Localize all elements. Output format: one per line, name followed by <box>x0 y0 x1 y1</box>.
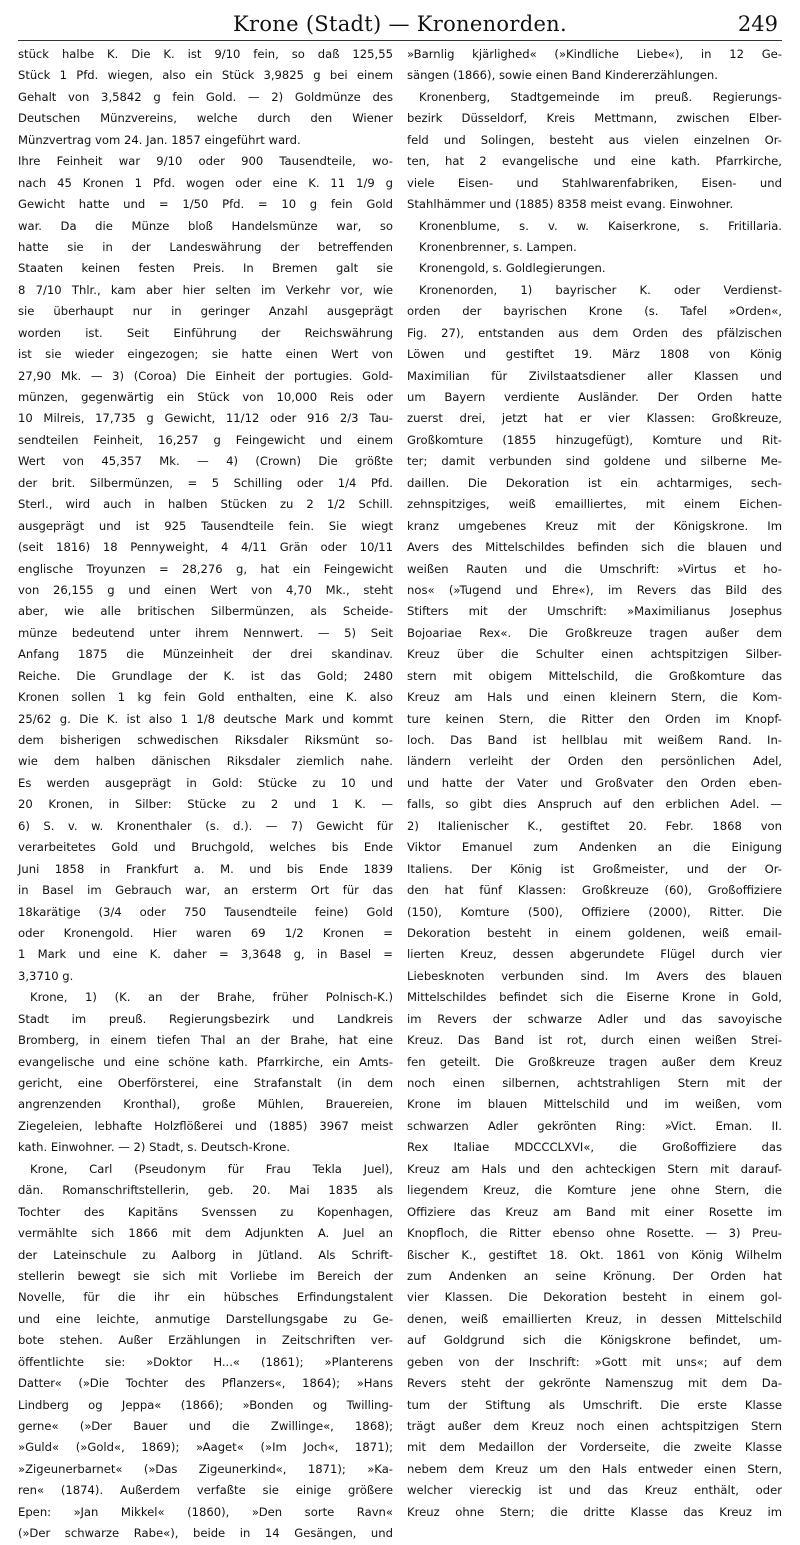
text-line: 27,90 Mk. — 3) (Coroa) Die Einheit der portugies. Gold- <box>18 368 393 383</box>
text-line: 2) Italienischer K., gestiftet 20. Febr. 1868 von <box>407 818 782 833</box>
text-line: Münzvertrag vom 24. Jan. 1857 eingeführt ward. <box>18 132 301 147</box>
text-line: lierten Kreuz, dessen abgerundete Flügel durch vier <box>407 947 782 962</box>
text-line: münze bedeutend unter ihrem Nennwert. — 5) Seit <box>18 625 393 640</box>
text-line: »Guld« (»Gold«, 1869); »Aaget« (»Im Joch«, 1871); <box>18 1440 393 1455</box>
text-line: kranz umgebenes Kreuz mit der Königskrone. Im <box>407 518 782 533</box>
text-line: und hatte der Vater und Großvater den Orden eben- <box>407 775 782 790</box>
text-line: zuerst drei, jetzt hat er vier Klassen: Großkreuze, <box>407 411 782 426</box>
text-line: »Zigeunerbarnet« (»Das Zigeunerkind«, 1871); »Ka- <box>18 1461 393 1476</box>
text-line: ausgeprägt und ist 925 Tausendteile fein. Sie wiegt <box>18 518 393 533</box>
text-line: 10 Milreis, 17,735 g Gewicht, 11/12 oder 916 2/3 Tau- <box>18 411 393 426</box>
text-line: ter; damit verbunden sind goldene und silberne Me- <box>407 454 782 469</box>
text-line: sie überhaupt nur in geringer Anzahl ausgeprägt <box>18 304 393 319</box>
text-line: (»Der schwarze Rabe«), beide in 14 Gesängen, und <box>18 1526 393 1541</box>
text-line: loch. Das Band ist hellblau mit weißem Rand. In- <box>407 733 782 747</box>
text-line: Deutschen Münzvereins, welche durch den Wiener <box>18 111 393 126</box>
text-line: dän. Romanschriftstellerin, geb. 20. Mai 1835 als <box>18 1183 393 1198</box>
text-line: stellerin bewegt sie sich mit Vorliebe im Bereich der <box>18 1268 393 1283</box>
page-header <box>18 6 782 44</box>
text-line: nos« (»Tugend und Ehre«), im Revers das Bild des <box>407 582 782 597</box>
text-line: Wert von 45,357 Mk. — 4) (Crown) Die größte <box>18 454 393 469</box>
text-line: Liebesknoten verbunden sind. Im Avers des blauen <box>407 968 782 983</box>
text-line: Sterl., wird auch in halben Stücken zu 2 1/2 Schill. <box>18 497 393 512</box>
text-line: Mittelschildes befindet sich die Eiserne Krone in Gold, <box>407 990 782 1005</box>
text-line: noch einen silbernen, achtstrahligen Stern mit der <box>407 1076 782 1090</box>
text-line: Juni 1858 in Frankfurt a. M. und bis Ende 1839 <box>18 861 393 876</box>
text-line: Kreuz ohne Stern; die dritte Klasse das Kreuz im <box>407 1504 782 1519</box>
text-line: Bromberg, in einem tiefen Thal an der Brahe, hat eine <box>18 1033 393 1048</box>
text-line: orden der bayrischen Krone (s. Tafel »Orden«, <box>407 304 782 319</box>
text-line: hatte sie in der Landeswährung der betreffenden <box>18 239 393 254</box>
text-columns <box>18 44 782 1541</box>
text-line: 1 Mark und eine K. daher = 3,3648 g, in Basel = <box>18 947 393 962</box>
text-line: ländern verleiht der Orden den persönlichen Adel, <box>407 754 782 769</box>
text-line: ten, hat 2 evangelische und eine kath. Pfarrkirche, <box>407 154 782 169</box>
text-line: Kreuz am Hals und einen kleinern Stern, die Kom- <box>407 690 782 705</box>
text-line: Krone im blauen Mittelschild und im weißen, vom <box>407 1097 782 1112</box>
text-line: Ihre Feinheit war 9/10 oder 900 Tausendteile, wo- <box>18 154 393 169</box>
text-line: im Revers der schwarze Adler und das savoyische <box>407 1011 782 1026</box>
page-number: 249 <box>737 12 778 36</box>
text-line: Avers des Mittelschildes befinden sich die blauen und <box>407 540 782 555</box>
text-line: denen, weiß emaillierten Kreuz, in dessen Mittelschild <box>407 1311 782 1326</box>
text-line: Krone, 1) (K. an der Brahe, früher Polnisch-K.) <box>30 990 393 1005</box>
left-column <box>18 44 393 1541</box>
text-line: Reiche. Die Grundlage der K. ist das Gold; 2480 <box>18 668 393 683</box>
text-line: 25/62 g. Die K. ist also 1 1/8 deutsche Mark und kommt <box>18 711 393 726</box>
text-line: vier Klassen. Die Dekoration besteht in einem gol- <box>407 1290 782 1305</box>
text-line: Gewicht hatte und = 1/50 Pfd. = 10 g fein Gold <box>18 197 393 212</box>
text-line: den hat fünf Klassen: Großkreuze (60), Großoffiziere <box>407 883 782 898</box>
text-line: ren« (1874). Außerdem verfaßte sie einige größere <box>18 1483 393 1498</box>
text-line: Gehalt von 3,5842 g fein Gold. — 2) Goldmünze des <box>18 89 393 104</box>
text-line: bote stehen. Außer Erzählungen in Zeitschriften ver- <box>18 1333 393 1348</box>
text-line: feld und Solingen, besteht aus vielen einzelnen Or- <box>407 132 782 147</box>
text-line: von 26,155 g und einen Wert von 4,70 Mk., steht <box>18 582 393 597</box>
text-line: Staaten keinen festen Preis. In Bremen galt sie <box>18 261 393 276</box>
text-line: verarbeitetes Gold und Bruchgold, welches bis Ende <box>18 840 393 855</box>
text-line: Kreuz am Hals und den achteckigen Stern mit darauf- <box>407 1161 782 1176</box>
text-line: öffentlichte sie: »Doktor H...« (1861); »Planterens <box>18 1354 393 1369</box>
text-line: gerne« (»Der Bauer und die Zwillinge«, 1868); <box>18 1419 393 1433</box>
text-line: Es werden ausgeprägt in Gold: Stücke zu 10 und <box>18 775 393 790</box>
text-line: zum Andenken an seine Krönung. Der Orden hat <box>407 1268 782 1283</box>
text-line: Tochter des Kapitäns Svenssen zu Kopenhagen, <box>18 1204 393 1219</box>
text-line: nebem dem Kreuz um den Hals entweder einen Stern, <box>407 1461 782 1476</box>
text-line: mit dem Medaillon der Vorderseite, die zweite Klasse <box>407 1440 782 1455</box>
text-line: 8 7/10 Thlr., kam aber hier selten im Verkehr vor, wie <box>18 282 393 297</box>
text-line: Italiens. Der König ist Großmeister, und der Or- <box>407 861 782 876</box>
text-line: auf Goldgrund sich die Königskrone befindet, um- <box>407 1333 782 1348</box>
text-line: weißen Rauten und die Umschrift: »Virtus et ho- <box>407 561 782 576</box>
text-line: Kronengold, s. Goldlegierungen. <box>419 261 606 276</box>
text-line: 20 Kronen, in Silber: Stücke zu 2 und 1 K. — <box>18 797 393 812</box>
text-line: Offiziere das Kreuz am Band mit einer Rosette im <box>407 1204 782 1219</box>
text-line: sängen (1866), sowie einen Band Kindererzählungen. <box>407 68 718 83</box>
text-line: stück halbe K. Die K. ist 9/10 fein, so daß 125,55 <box>18 47 393 61</box>
text-line: Stadt im preuß. Regierungsbezirk und Landkreis <box>18 1011 393 1026</box>
text-line: Stifters mit der Umschrift: »Maximilianus Josephus <box>407 604 782 619</box>
text-line: Fig. 27), entstanden aus dem Orden des pfälzischen <box>407 325 782 340</box>
text-line: sendteilen Feinheit, 16,257 g Feingewicht und einem <box>18 432 393 447</box>
text-line: 3,3710 g. <box>18 968 74 983</box>
text-line: Novelle, für die ihr ein hübsches Erfindungstalent <box>18 1290 393 1305</box>
text-line: Stahlhämmer und (1885) 8358 meist evang. Einwohner. <box>407 197 734 212</box>
text-line: Kronenorden, 1) bayrischer K. oder Verdienst- <box>419 282 782 297</box>
text-line: angrenzenden Kronthal), große Mühlen, Brauereien, <box>18 1097 393 1112</box>
text-line: münzen, gegenwärtig ein Stück von 10,000 Reis oder <box>18 390 393 404</box>
text-line: Kronenbrenner, s. Lampen. <box>419 239 577 254</box>
text-line: gericht, eine Oberförsterei, eine Strafanstalt (in dem <box>18 1076 393 1090</box>
text-line: Kronen sollen 1 kg fein Gold enthalten, eine K. also <box>18 690 393 705</box>
text-line: ßischer K., gestiftet 18. Okt. 1861 von König Wilhelm <box>407 1247 782 1262</box>
text-line: und eine leichte, anmutige Darstellungsgabe zu Ge- <box>18 1311 393 1326</box>
text-line: fen geteilt. Die Großkreuze tragen außer dem Kreuz <box>407 1054 782 1069</box>
header-rule <box>18 40 782 41</box>
text-line: Epen: »Jan Mikkel« (1860), »Den sorte Ravn« <box>18 1504 393 1519</box>
text-line: Löwen und gestiftet 19. März 1808 von König <box>407 347 782 362</box>
text-line: tum der Stiftung als Umschrift. Die erste Klasse <box>407 1397 782 1412</box>
text-line: falls, so gibt dies Anspruch auf den erblichen Adel. — <box>407 797 782 812</box>
text-line: bezirk Düsseldorf, Kreis Mettmann, zwischen Elber- <box>407 111 782 126</box>
text-line: Revers steht der gekrönte Namenszug mit dem Da- <box>407 1376 782 1391</box>
text-line: Kreuz. Das Band ist rot, durch einen weißen Strei- <box>407 1033 782 1048</box>
text-line: Viktor Emanuel zum Andenken an die Einigung <box>407 840 782 855</box>
text-line: stern mit obigem Mittelschild, die Großkomture das <box>407 668 782 683</box>
text-line: Großkomture (1855 hinzugefügt), Komture und Rit- <box>407 432 782 447</box>
text-line: um Bayern verdiente Ausländer. Der Orden hatte <box>407 390 782 404</box>
text-line: »Barnlig kjärlighed« (»Kindliche Liebe«), in 12 Ge- <box>407 47 782 61</box>
text-line: evangelische und eine schöne kath. Pfarrkirche, ein Amts- <box>18 1054 393 1069</box>
text-line: Maximilian für Zivilstaatsdiener aller Klassen und <box>407 368 782 383</box>
text-line: (150), Komture (500), Offiziere (2000), Ritter. Die <box>407 904 782 919</box>
text-line: 6) S. v. w. Kronenthaler (s. d.). — 7) Gewicht für <box>18 818 393 833</box>
text-line: Kreuz über die Schulter einen achtspitzigen Silber- <box>407 647 782 662</box>
text-line: Rex Italiae MDCCCLXVI«, die Großoffiziere das <box>407 1140 782 1155</box>
text-line: kath. Einwohner. — 2) Stadt, s. Deutsch-Krone. <box>18 1140 291 1155</box>
text-line: aber, wie alle britischen Silbermünzen, als Scheide- <box>18 604 393 619</box>
text-line: (seit 1816) 18 Pennyweight, 4 4/11 Grän oder 10/11 <box>18 540 393 555</box>
text-line: oder Kronengold. Hier waren 69 1/2 Kronen = <box>18 925 393 940</box>
right-column <box>407 44 782 1519</box>
text-line: worden ist. Seit Einführung der Reichswährung <box>18 325 393 340</box>
text-line: Anfang 1875 die Münzeinheit der drei skandinav. <box>18 647 393 662</box>
text-line: Krone, Carl (Pseudonym für Frau Tekla Juel), <box>30 1161 393 1176</box>
text-line: war. Da die Münze bloß Handelsmünze war, so <box>18 218 393 233</box>
text-line: Datter« (»Die Tochter des Pflanzers«, 1864); »Hans <box>18 1376 393 1391</box>
text-line: Kronenberg, Stadtgemeinde im preuß. Regierungs- <box>419 89 782 104</box>
text-line: ture keinen Stern, die Ritter den Orden im Knopf- <box>407 711 782 726</box>
text-line: vermählte sich 1866 mit dem Adjunkten A. Juel an <box>18 1226 393 1241</box>
text-line: der Lateinschule zu Aalborg in Jütland. Als Schrift- <box>18 1247 393 1262</box>
text-line: der brit. Silbermünzen, = 5 Schilling oder 1/4 Pfd. <box>18 475 393 490</box>
text-line: geben von der Inschrift: »Gott mit uns«; auf dem <box>407 1354 782 1369</box>
text-line: viele Eisen- und Stahlwarenfabriken, Eisen- und <box>407 175 782 190</box>
text-line: Dekoration besteht in einem goldenen, weiß email- <box>407 925 782 940</box>
text-line: Kronenblume, s. v. w. Kaiserkrone, s. Fritillaria. <box>419 218 782 233</box>
text-line: nach 45 Kronen 1 Pfd. wogen oder eine K. 11 1/9 g <box>18 175 393 190</box>
text-line: englische Troyunzen = 28,276 g, hat ein Feingewicht <box>18 561 393 576</box>
text-line: wie dem halben dänischen Riksdaler ziemlich nahe. <box>18 754 393 769</box>
text-line: daillen. Die Dekoration ist ein achtarmiges, sech- <box>407 475 782 490</box>
text-line: Bojoariae Rex«. Die Großkreuze tragen außer dem <box>407 625 782 640</box>
text-line: welcher viereckig ist und das Kreuz enthält, oder <box>407 1483 782 1498</box>
text-line: zehnspitziges, weiß emailliertes, mit einem Eichen- <box>407 497 782 512</box>
text-line: trägt außer dem Kreuz noch einen achtspitzigen Stern <box>407 1419 782 1433</box>
text-line: schwarzen Adler gekrönten Ring: »Vict. Eman. II. <box>407 1118 782 1133</box>
running-title: Krone (Stadt) — Kronenorden. <box>233 12 567 36</box>
text-line: Stück 1 Pfd. wiegen, also ein Stück 3,9825 g bei einem <box>18 68 393 83</box>
text-line: ist sie wieder eingezogen; sie hatte einen Wert von <box>18 347 393 362</box>
text-line: in Basel im Gebrauch war, an ersterm Ort für das <box>18 883 393 898</box>
text-line: 18karätige (3/4 oder 750 Tausendteile feine) Gold <box>18 904 393 919</box>
text-line: Knopfloch, die Ritter ebenso ohne Rosette. — 3) Preu- <box>407 1226 782 1241</box>
text-line: Ziegeleien, lebhafte Holzflößerei und (1885) 3967 meist <box>18 1118 393 1133</box>
text-line: dem bisherigen schwedischen Riksdaler Riksmünt so- <box>18 733 393 747</box>
text-line: liegendem Kreuz, die Komture jene ohne Stern, die <box>407 1183 782 1198</box>
text-line: Lindberg og Jeppa« (1866); »Bonden og Twilling- <box>18 1397 393 1412</box>
